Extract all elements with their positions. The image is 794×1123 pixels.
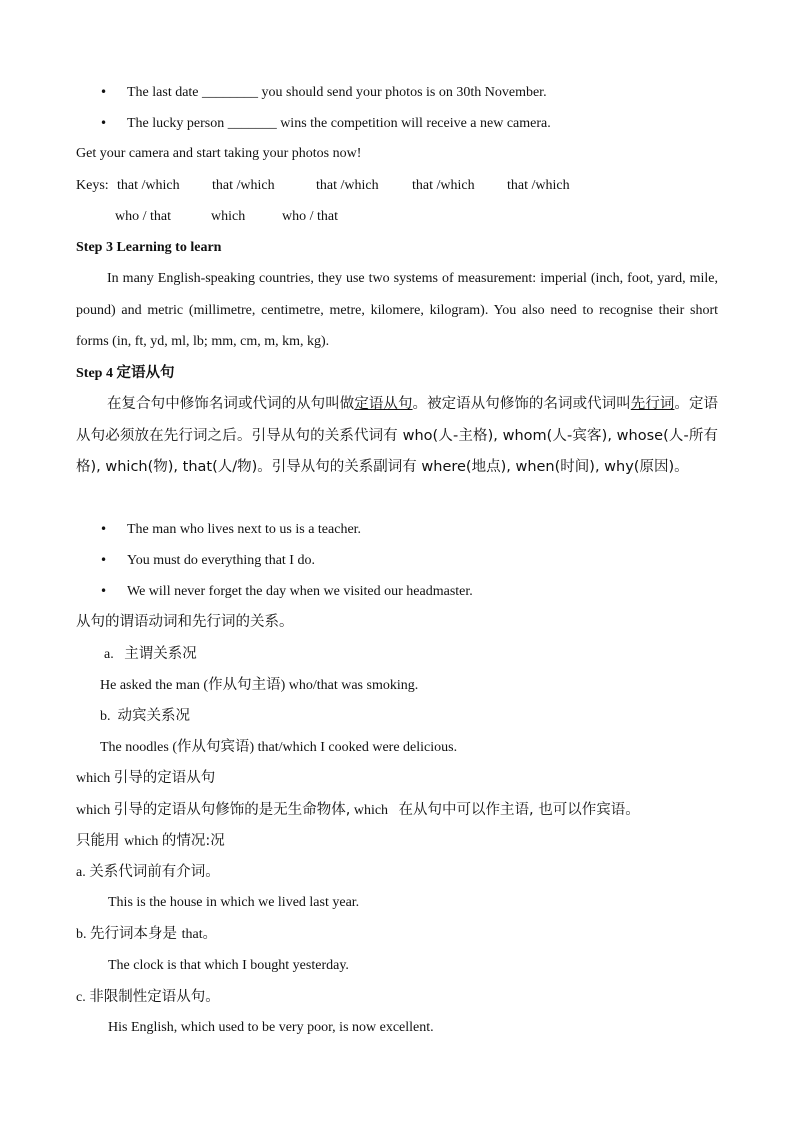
bullet-icon: • [100, 553, 108, 567]
example-text: We will never forget the day when we visited our headmaster. [127, 584, 473, 599]
blank-item-text: The lucky person _______ wins the competition will receive a new camera. [127, 116, 551, 131]
example-item [100, 582, 473, 601]
step4-title-en: Step 4 [76, 366, 117, 381]
case-a-title: 主谓关系况 [124, 646, 197, 662]
example-part: He asked the man ( [100, 678, 209, 693]
key-answer: that /which [212, 178, 275, 193]
case-a-label: a. [104, 647, 114, 662]
which-desc-part: which [350, 803, 392, 818]
rule-a [76, 863, 220, 882]
rule-label: b. [76, 927, 90, 942]
bullet-icon: • [100, 116, 108, 130]
key-answer: that /which [316, 178, 379, 193]
keys-label: Keys: [76, 178, 109, 193]
rule-c-example: His English, which used to be very poor, is now excellent. [108, 1020, 434, 1035]
case-b-example [100, 738, 457, 757]
only-which-part: which [124, 834, 162, 849]
rule-a-example: This is the house in which we lived last year. [108, 895, 360, 910]
blank-item-text: The last date ________ you should send your photos is on 30th November. [127, 85, 547, 100]
example-part-zh: 作从句宾语 [176, 739, 250, 755]
example-item [100, 551, 315, 570]
key-answer: that /which [117, 178, 180, 193]
bullet-icon: • [100, 85, 108, 99]
case-b-title: 动宾关系况 [117, 708, 190, 724]
example-text: You must do everything that I do. [127, 553, 315, 568]
only-which-heading [76, 832, 225, 851]
intro-part: 。定语从句必须放在先行词之后。引导从句的关系代词有 who(人-主格), whom(人-宾客), whose(人-所有格), which(物), that(人/物)。引导从句的关系副词有 where(地点), when(时间), why(原因)。 [76, 396, 719, 475]
step4-title-zh: 定语从句 [116, 365, 175, 381]
case-b-label: b. [100, 709, 111, 724]
only-which-part-zh: 只能用 [76, 833, 125, 849]
example-part: ) who/that was smoking. [280, 678, 419, 693]
intro-part: 。被定语从句修饰的名词或代词叫 [412, 396, 631, 412]
step3-title: Step 3 Learning to learn [76, 240, 222, 255]
rule-text-zh: 先行词本身是 [90, 926, 182, 942]
which-heading [76, 769, 215, 788]
rule-b-example: The clock is that which I bought yesterday. [108, 958, 349, 973]
example-part: The noodles ( [100, 740, 177, 755]
which-description [76, 801, 640, 820]
key-answer: that /which [507, 178, 570, 193]
which-heading-en: which [76, 771, 114, 786]
key-answer: which [211, 209, 246, 224]
blank-item [100, 83, 547, 102]
which-desc-part: which [76, 803, 114, 818]
relation-heading: 从句的谓语动词和先行词的关系。 [76, 614, 294, 630]
intro-term-antecedent: 先行词 [630, 396, 675, 412]
rule-b [76, 925, 217, 944]
example-part-zh: 作从句主语 [208, 677, 281, 693]
key-answer: who / that [282, 209, 338, 224]
rule-text-zh: 关系代词前有介词。 [89, 864, 220, 880]
blank-item [100, 114, 551, 133]
bullet-icon: • [100, 522, 108, 536]
closing-line: Get your camera and start taking your photos now! [76, 146, 362, 161]
rule-c [76, 988, 220, 1007]
step4-title [76, 364, 174, 383]
rule-label: c. [76, 990, 90, 1005]
bullet-icon: • [100, 584, 108, 598]
only-which-part-zh: 的情况:况 [161, 833, 225, 849]
key-answer: that /which [412, 178, 475, 193]
which-desc-part-zh: 在从句中可以作主语, 也可以作宾语。 [398, 802, 640, 818]
example-item [100, 520, 361, 539]
example-part: ) that/which I cooked were delicious. [249, 740, 458, 755]
key-answer: who / that [115, 209, 171, 224]
step3-paragraph: In many English-speaking countries, they use two systems of measurement: imperial (inch, foot, yard, mile, pound) and metric (millimetre, centimetre, metre, kilomere, kilogram). You also need to recognise their short forms (in, ft, yd, ml, lb; mm, cm, m, km, kg). [76, 271, 718, 349]
case-a-example [100, 676, 418, 695]
which-heading-zh: 引导的定语从句 [113, 770, 216, 786]
intro-part: 在复合句中修饰名词或代词的从句叫做 [107, 396, 355, 412]
rule-text-en: that。 [181, 927, 217, 942]
rule-label: a. [76, 865, 90, 880]
case-b-heading [100, 707, 190, 726]
step4-intro [76, 389, 718, 484]
rule-text-zh: 非限制性定语从句。 [89, 989, 220, 1005]
case-a-heading [104, 645, 197, 664]
example-text: The man who lives next to us is a teacher. [127, 522, 362, 537]
which-desc-part-zh: 引导的定语从句修饰的是无生命物体, [113, 802, 351, 818]
intro-term-attributive-clause: 定语从句 [354, 396, 413, 412]
